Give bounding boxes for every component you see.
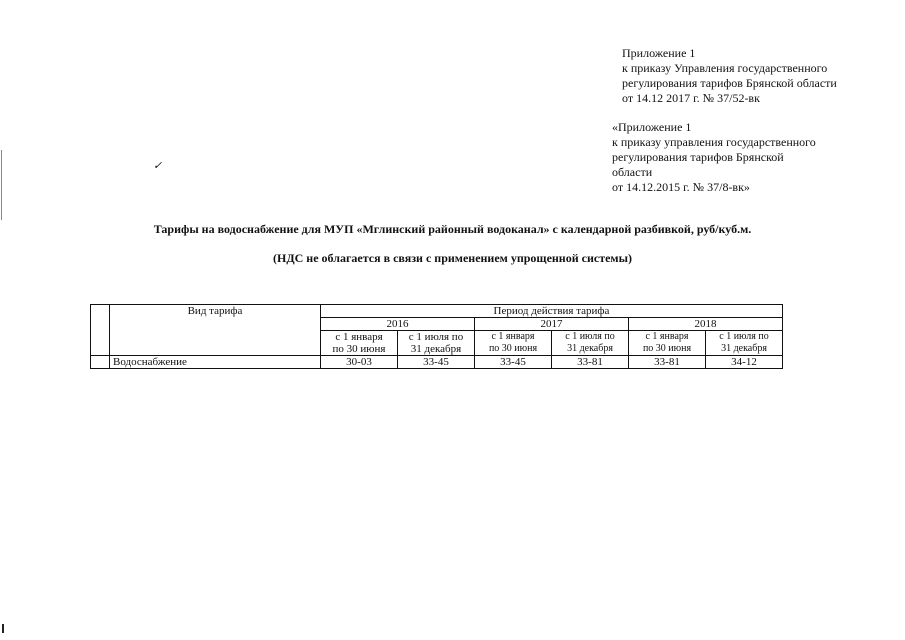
header-year: 2018 [629, 318, 783, 331]
table-index-cell [91, 356, 110, 369]
header-period-cell: с 1 июля по 31 декабря [706, 331, 783, 356]
row-label: Водоснабжение [110, 356, 321, 369]
tariff-value: 33-81 [552, 356, 629, 369]
tariff-value: 33-45 [475, 356, 552, 369]
tariff-value: 30-03 [321, 356, 398, 369]
document-title: Тарифы на водоснабжение для МУП «Мглинский районный водоканал» с календарной разбивкой, руб/куб.м. [153, 222, 752, 236]
appendix-line: регулирования тарифов Брянской [612, 150, 784, 164]
header-period-cell: с 1 января по 30 июня [321, 331, 398, 356]
tariff-value: 33-45 [398, 356, 475, 369]
scan-edge-line [1, 150, 2, 220]
appendix-note-current [622, 46, 837, 106]
header-period-cell: с 1 июля по 31 декабря [552, 331, 629, 356]
tariff-value: 33-81 [629, 356, 706, 369]
appendix-note-previous [612, 120, 816, 195]
appendix-line: от 14.12 2017 г. № 37/52-вк [622, 91, 760, 105]
appendix-line: к приказу управления государственного [612, 135, 816, 149]
header-period-cell: с 1 января по 30 июня [475, 331, 552, 356]
scan-edge-mark [2, 624, 4, 633]
appendix-line: регулирования тарифов Брянской области [622, 76, 837, 90]
table-index-cell [91, 305, 110, 356]
tariff-value: 34-12 [706, 356, 783, 369]
handwritten-check-mark: ✓ [153, 160, 163, 172]
table-header-row [91, 305, 783, 318]
header-year: 2017 [475, 318, 629, 331]
appendix-line: от 14.12.2015 г. № 37/8-вк» [612, 180, 750, 194]
document-subtitle: (НДС не облагается в связи с применением упрощенной системы) [273, 251, 632, 265]
header-period: Период действия тарифа [321, 305, 783, 318]
table-row [91, 356, 783, 369]
header-period-cell: с 1 июля по 31 декабря [398, 331, 475, 356]
appendix-line: Приложение 1 [622, 46, 696, 60]
header-period-cell: с 1 января по 30 июня [629, 331, 706, 356]
header-tariff-type: Вид тарифа [110, 305, 321, 356]
appendix-line: к приказу Управления государственного [622, 61, 828, 75]
appendix-line: «Приложение 1 [612, 120, 692, 134]
appendix-line: области [612, 165, 653, 179]
tariff-table [90, 304, 783, 369]
header-year: 2016 [321, 318, 475, 331]
